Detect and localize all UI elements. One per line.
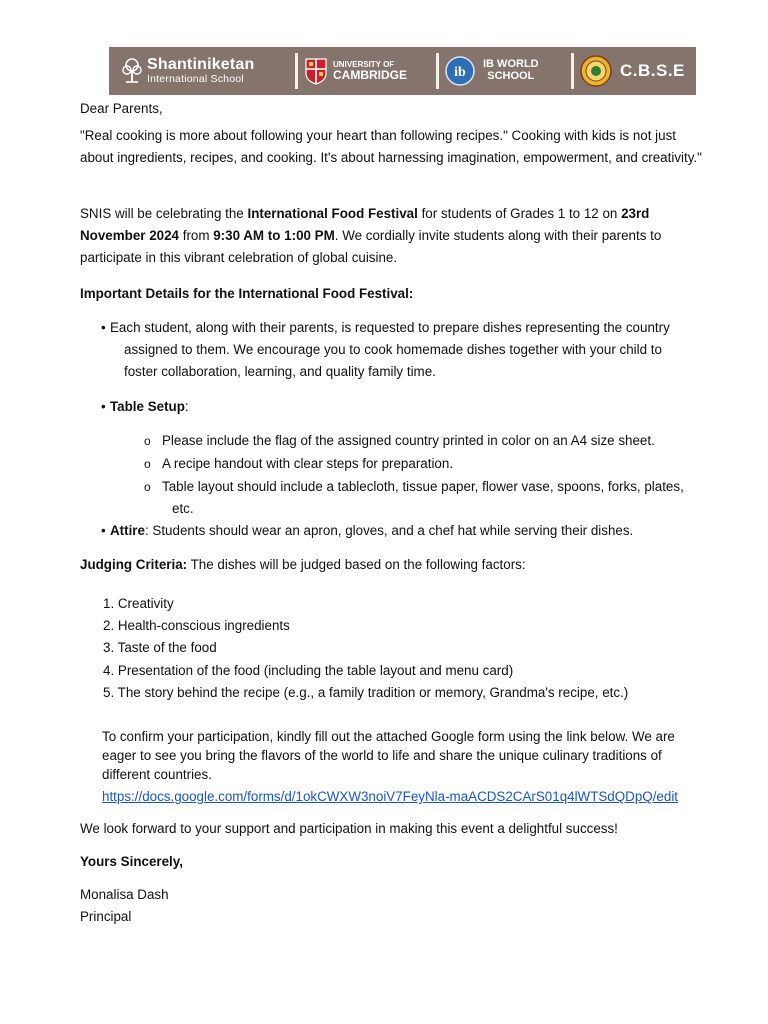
- table-setup-heading: [110, 396, 189, 418]
- attire-label: Attire: [110, 523, 145, 538]
- intro-text: from: [179, 228, 214, 243]
- attire-text: : Students should wear an apron, gloves, and a chef hat while serving their dishes.: [144, 523, 634, 538]
- cbse-emblem-icon: [580, 55, 612, 87]
- bullet-1-line-2: assigned to them. We encourage you to cook homemade dishes together with your child to: [124, 342, 662, 357]
- sub-bullet-marker: o: [144, 457, 151, 471]
- google-form-link[interactable]: https://docs.google.com/forms/d/1okCWXW3noiV7FeyNla-maACDS2CArS01q4lWTSdQDpQ/edit: [102, 789, 679, 804]
- ib-globe-icon: [445, 56, 475, 86]
- shantiniketan-logo: [109, 47, 289, 95]
- intro-text: . We cordially invite students along with their parents to participate in this vibrant celebration of global cuisine.: [80, 228, 662, 265]
- confirm-line-1: To confirm your participation, kindly fill out the attached Google form using the link below. We are: [102, 729, 675, 744]
- cbse-logo: [580, 47, 696, 95]
- judging-heading: [80, 554, 708, 576]
- banner-divider: [571, 53, 574, 89]
- bullet-marker: •: [101, 399, 106, 414]
- bullet-1-line-1: Each student, along with their parents, is requested to prepare dishes representing the country: [110, 320, 670, 335]
- school-header-banner: [109, 47, 696, 95]
- cambridge-top-text: UNIVERSITY OF: [333, 60, 395, 69]
- sub-bullet-marker: o: [144, 434, 151, 448]
- table-item-3: Table layout should include a tablecloth, tissue paper, flower vase, spoons, forks, plates,: [162, 479, 684, 494]
- details-heading: Important Details for the International Food Festival:: [80, 286, 414, 301]
- ib-line-2: SCHOOL: [487, 70, 535, 82]
- criteria-item-4: 4. Presentation of the food (including the table layout and menu card): [103, 663, 514, 678]
- school-name: Shantiniketan: [147, 56, 255, 74]
- signatory-title: Principal: [80, 909, 132, 924]
- quote-paragraph: "Real cooking is more about following your heart than following recipes." Cooking with kids is not just about ingredients, recipes, and cooking. It's about harnessing imagination, empowerment, and creativity.": [80, 128, 702, 165]
- intro-text: for students of Grades 1 to 12 on: [417, 206, 622, 221]
- table-item-3-continued: etc.: [172, 501, 194, 516]
- signoff: Yours Sincerely,: [80, 854, 183, 869]
- banner-divider: [295, 53, 298, 89]
- event-date: 23rd November 2024: [80, 206, 650, 243]
- sub-bullet-marker: o: [144, 480, 151, 494]
- ib-logo-text: ib: [454, 65, 466, 80]
- school-subtitle: International School: [147, 73, 244, 86]
- criteria-item-2: 2. Health-conscious ingredients: [103, 618, 290, 633]
- criteria-item-3: 3. Taste of the food: [103, 640, 217, 655]
- judging-label: Judging Criteria:: [80, 557, 188, 572]
- confirm-line-3: different countries.: [102, 767, 212, 782]
- event-time: 9:30 AM to 1:00 PM: [213, 228, 335, 243]
- cambridge-crest-icon: [304, 57, 328, 85]
- ib-line-1: IB WORLD: [483, 58, 539, 71]
- ib-world-school-logo: [445, 47, 565, 95]
- intro-paragraph: [80, 203, 708, 269]
- criteria-item-1: 1. Creativity: [103, 596, 174, 611]
- event-name: International Food Festival: [247, 206, 418, 221]
- attire-line: [110, 520, 633, 542]
- table-item-2: A recipe handout with clear steps for preparation.: [162, 456, 454, 471]
- bullet-marker: •: [101, 320, 106, 335]
- intro-text: SNIS will be celebrating the: [80, 206, 248, 221]
- table-setup-colon: :: [184, 399, 189, 414]
- bullet-marker: •: [101, 523, 106, 538]
- criteria-item-5: 5. The story behind the recipe (e.g., a family tradition or memory, Grandma's recipe, etc.): [103, 685, 629, 700]
- judging-text: The dishes will be judged based on the following factors:: [187, 557, 526, 572]
- cambridge-bottom-text: CAMBRIDGE: [333, 68, 407, 82]
- signatory-name: Monalisa Dash: [80, 887, 169, 902]
- bullet-1-line-3: foster collaboration, learning, and quality family time.: [124, 364, 436, 379]
- closing-line: We look forward to your support and participation in making this event a delightful success!: [80, 821, 618, 836]
- cbse-text: C.B.S.E: [620, 61, 685, 80]
- confirm-line-2: eager to see you bring the flavors of the world to life and share the unique culinary traditions of: [102, 748, 662, 763]
- table-setup-label: Table Setup: [110, 399, 185, 414]
- cambridge-logo: [304, 47, 430, 95]
- banner-divider: [436, 53, 439, 89]
- salutation: Dear Parents,: [80, 101, 163, 116]
- table-item-1: Please include the flag of the assigned country printed in color on an A4 size sheet.: [162, 433, 655, 448]
- tree-emblem-icon: [121, 57, 143, 85]
